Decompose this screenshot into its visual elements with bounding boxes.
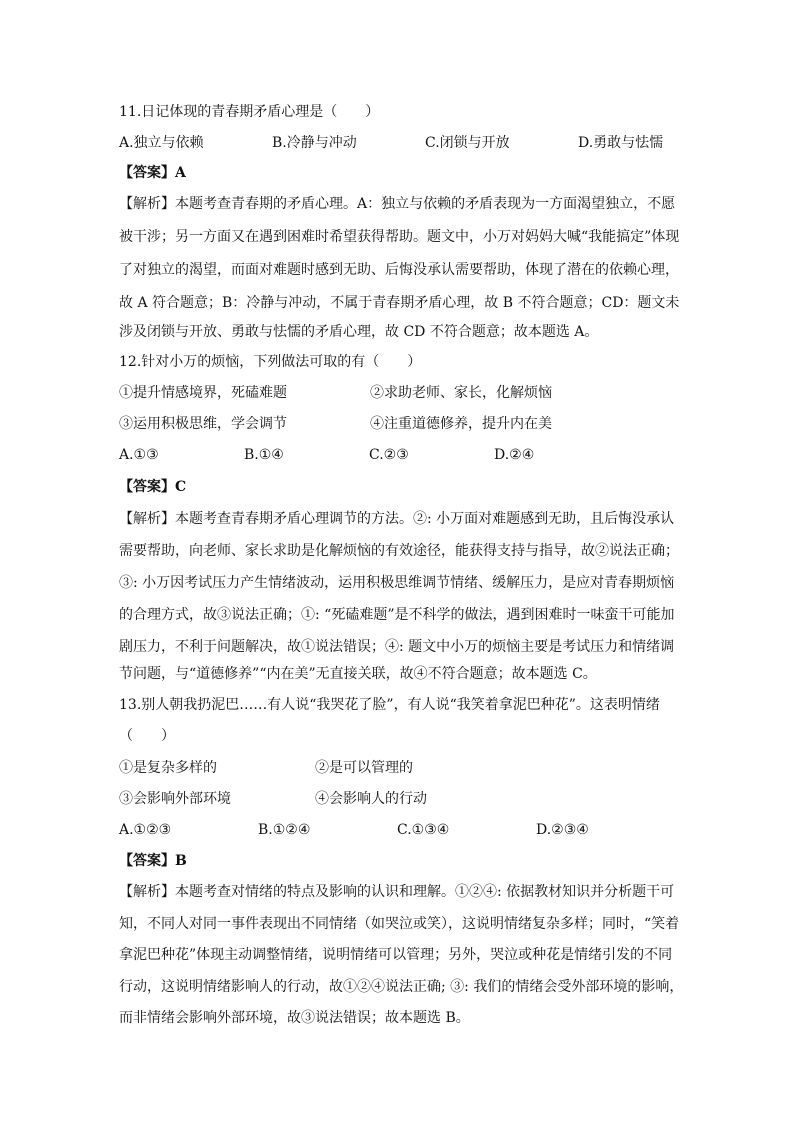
q11-analysis-line: 被干涉；另一方面又在遇到困难时希望获得帮助。题文中，小万对妈妈大喊“我能搞定”体现 — [119, 229, 680, 245]
q11-option-c: C.闭锁与开放 — [425, 135, 510, 151]
q12-option-b: B.①④ — [244, 447, 284, 463]
q12-analysis-line: 剧压力，不利于问题解决，故①说法错误；④: 题文中小万的烦恼主要是考试压力和情绪调 — [119, 639, 675, 655]
q13-option-d: D.②③④ — [536, 822, 589, 838]
q12-analysis-line: ③: 小万因考试压力产生情绪波动，运用积极思维调节情绪、缓解压力，是应对青春期烦恼 — [119, 575, 675, 591]
question-13-stem-continued: （ ） — [119, 728, 175, 744]
q12-analysis-line: 的合理方式，故③说法正确；①: “死磕难题”是不科学的做法，遇到困难时一味蛮干可能加 — [119, 607, 675, 623]
q11-analysis-line: 了对独立的渴望，而面对难题时感到无助、后悔没承认需要帮助，体现了潜在的依赖心理， — [119, 262, 679, 278]
q13-item-3: ③会影响外部环境 — [119, 791, 231, 807]
q12-option-a: A.①③ — [119, 447, 159, 463]
q11-answer: 【答案】A — [119, 165, 186, 181]
q12-option-c: C.②③ — [369, 447, 409, 463]
question-11-stem: 11.日记体现的青春期矛盾心理是（ ） — [119, 104, 380, 120]
q12-analysis-line: 【解析】本题考查青春期矛盾心理调节的方法。②: 小万面对难题感到无助，且后悔没承认 — [119, 511, 675, 527]
question-13-stem: 13.别人朝我扔泥巴……有人说“我哭花了脸”，有人说“我笑着拿泥巴种花”。这表明情绪 — [119, 697, 660, 713]
q12-analysis-line: 节问题，与“道德修养”“内在美”无直接关联，故④不符合题意；故本题选 C。 — [119, 666, 597, 682]
q11-option-a: A.独立与依赖 — [119, 135, 204, 151]
q13-analysis-line: 拿泥巴种花”体现主动调整情绪，说明情绪可以管理；另外，哭泣或种花是情绪引发的不同 — [119, 947, 673, 963]
q13-analysis-line: 知，不同人对同一事件表现出不同情绪（如哭泣或笑），这说明情绪复杂多样；同时，“笑着 — [119, 916, 680, 932]
q13-analysis-line: 【解析】本题考查对情绪的特点及影响的认识和理解。①②④: 依据教材知识并分析题干可 — [119, 884, 675, 900]
q13-item-1: ①是复杂多样的 — [119, 760, 217, 776]
q11-analysis-line: 故 A 符合题意；B：冷静与冲动，不属于青春期矛盾心理，故 B 不符合题意；CD：题文未 — [119, 295, 680, 311]
q13-option-c: C.①③④ — [397, 822, 450, 838]
q12-option-d: D.②④ — [494, 447, 535, 463]
q11-option-d: D.勇敢与怯懦 — [578, 135, 664, 151]
q11-analysis-line: 涉及闭锁与开放、勇敢与怯懦的矛盾心理，故 CD 不符合题意；故本题选 A。 — [119, 324, 599, 340]
question-12-stem: 12.针对小万的烦恼，下列做法可取的有（ ） — [119, 354, 422, 370]
q13-option-a: A.①②③ — [119, 822, 172, 838]
q11-analysis-line: 【解析】本题考查青春期的矛盾心理。A：独立与依赖的矛盾表现为一方面渴望独立，不愿 — [119, 196, 676, 212]
q12-item-4: ④注重道德修养，提升内在美 — [370, 416, 552, 432]
q13-item-2: ②是可以管理的 — [315, 760, 413, 776]
q13-item-4: ④会影响人的行动 — [315, 791, 427, 807]
q11-option-b: B.冷静与冲动 — [272, 135, 357, 151]
q13-analysis-line: 而非情绪会影响外部环境，故③说法错误；故本题选 B。 — [119, 1010, 470, 1026]
q12-answer: 【答案】C — [119, 479, 187, 495]
q12-analysis-line: 需要帮助，向老师、家长求助是化解烦恼的有效途径，能获得支持与指导，故②说法正确； — [119, 543, 679, 559]
q12-item-2: ②求助老师、家长，化解烦恼 — [370, 385, 552, 401]
q13-analysis-line: 行动，这说明情绪影响人的行动，故①②④说法正确; ③: 我们的情绪会受外部环境的影响， — [119, 979, 684, 995]
q12-item-1: ①提升情感境界，死磕难题 — [119, 385, 287, 401]
q13-answer: 【答案】B — [119, 853, 187, 869]
q12-item-3: ③运用积极思维，学会调节 — [119, 416, 287, 432]
q13-option-b: B.①②④ — [258, 822, 311, 838]
